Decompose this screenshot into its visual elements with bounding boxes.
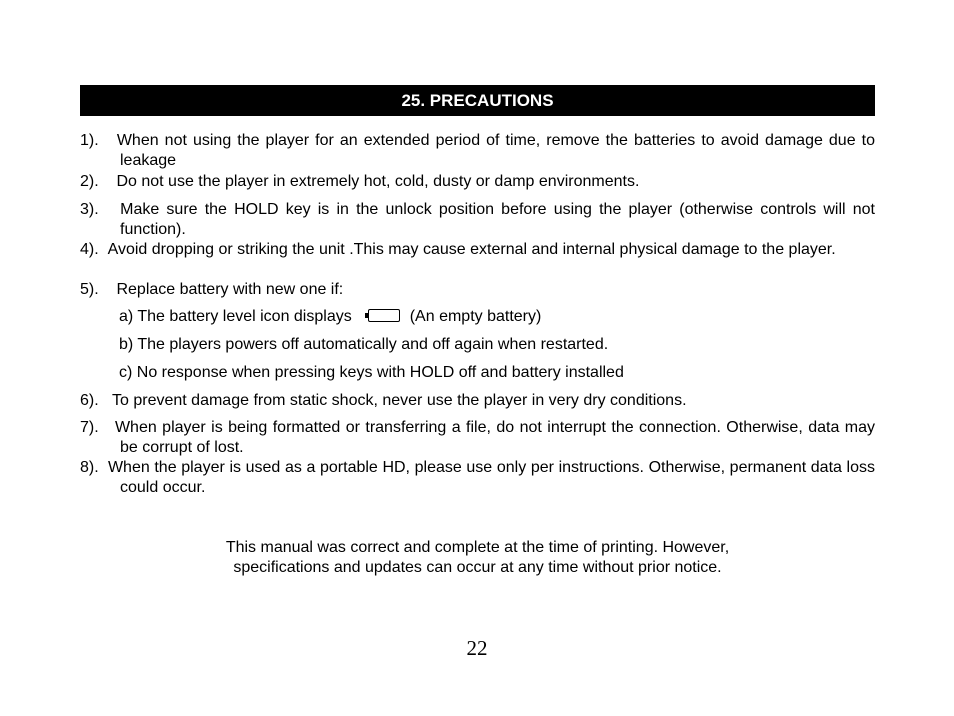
item-text: Replace battery with new one if:	[112, 281, 344, 298]
precaution-item-8	[80, 458, 875, 498]
item-number: 6).	[80, 392, 99, 409]
precaution-item-2	[80, 172, 875, 192]
item-number: 3).	[80, 201, 99, 218]
battery-condition-a	[119, 307, 541, 327]
item-number: 7).	[80, 419, 99, 436]
notice-line-1: This manual was correct and complete at the time of printing. However,	[225, 539, 730, 556]
condition-suffix: (An empty battery)	[409, 308, 542, 325]
item-number: 8).	[80, 459, 99, 476]
precaution-item-3	[80, 200, 875, 240]
item-text: Avoid dropping or striking the unit .This may cause external and internal physical damage to the player.	[107, 241, 836, 258]
condition-text: b) The players powers off automatically and off again when restarted.	[119, 336, 609, 353]
precaution-item-7	[80, 418, 875, 458]
item-text: Make sure the HOLD key is in the unlock position before using the player (otherwise controls will not function).	[120, 201, 875, 238]
battery-condition-b	[119, 335, 608, 355]
item-number: 2).	[80, 173, 99, 190]
page-number: 22	[466, 636, 488, 660]
empty-battery-icon	[368, 309, 400, 322]
section-title: 25. PRECAUTIONS	[401, 90, 554, 110]
item-number: 5).	[80, 281, 99, 298]
item-text: When the player is used as a portable HD, please use only per instructions. Otherwise, permanent data loss could occur.	[107, 459, 876, 496]
item-number: 4).	[80, 241, 99, 258]
notice-line-2: specifications and updates can occur at any time without prior notice.	[233, 559, 722, 576]
condition-text: a) The battery level icon displays	[119, 308, 352, 325]
precaution-item-4	[80, 240, 875, 260]
precaution-item-6	[80, 391, 875, 411]
item-text: To prevent damage from static shock, never use the player in very dry conditions.	[112, 392, 687, 409]
precaution-item-1	[80, 131, 875, 171]
item-number: 1).	[80, 132, 99, 149]
item-text: When not using the player for an extended period of time, remove the batteries to avoid damage due to leakage	[116, 132, 875, 169]
precaution-item-5	[80, 280, 875, 300]
item-text: Do not use the player in extremely hot, cold, dusty or damp environments.	[112, 173, 640, 190]
battery-condition-c	[119, 363, 624, 383]
item-text: When player is being formatted or transferring a file, do not interrupt the connection. Otherwise, data may be corrupt of lost.	[114, 419, 875, 456]
disclaimer-notice	[80, 538, 875, 578]
section-title-bar	[80, 85, 875, 116]
condition-text: c) No response when pressing keys with HOLD off and battery installed	[119, 364, 624, 381]
